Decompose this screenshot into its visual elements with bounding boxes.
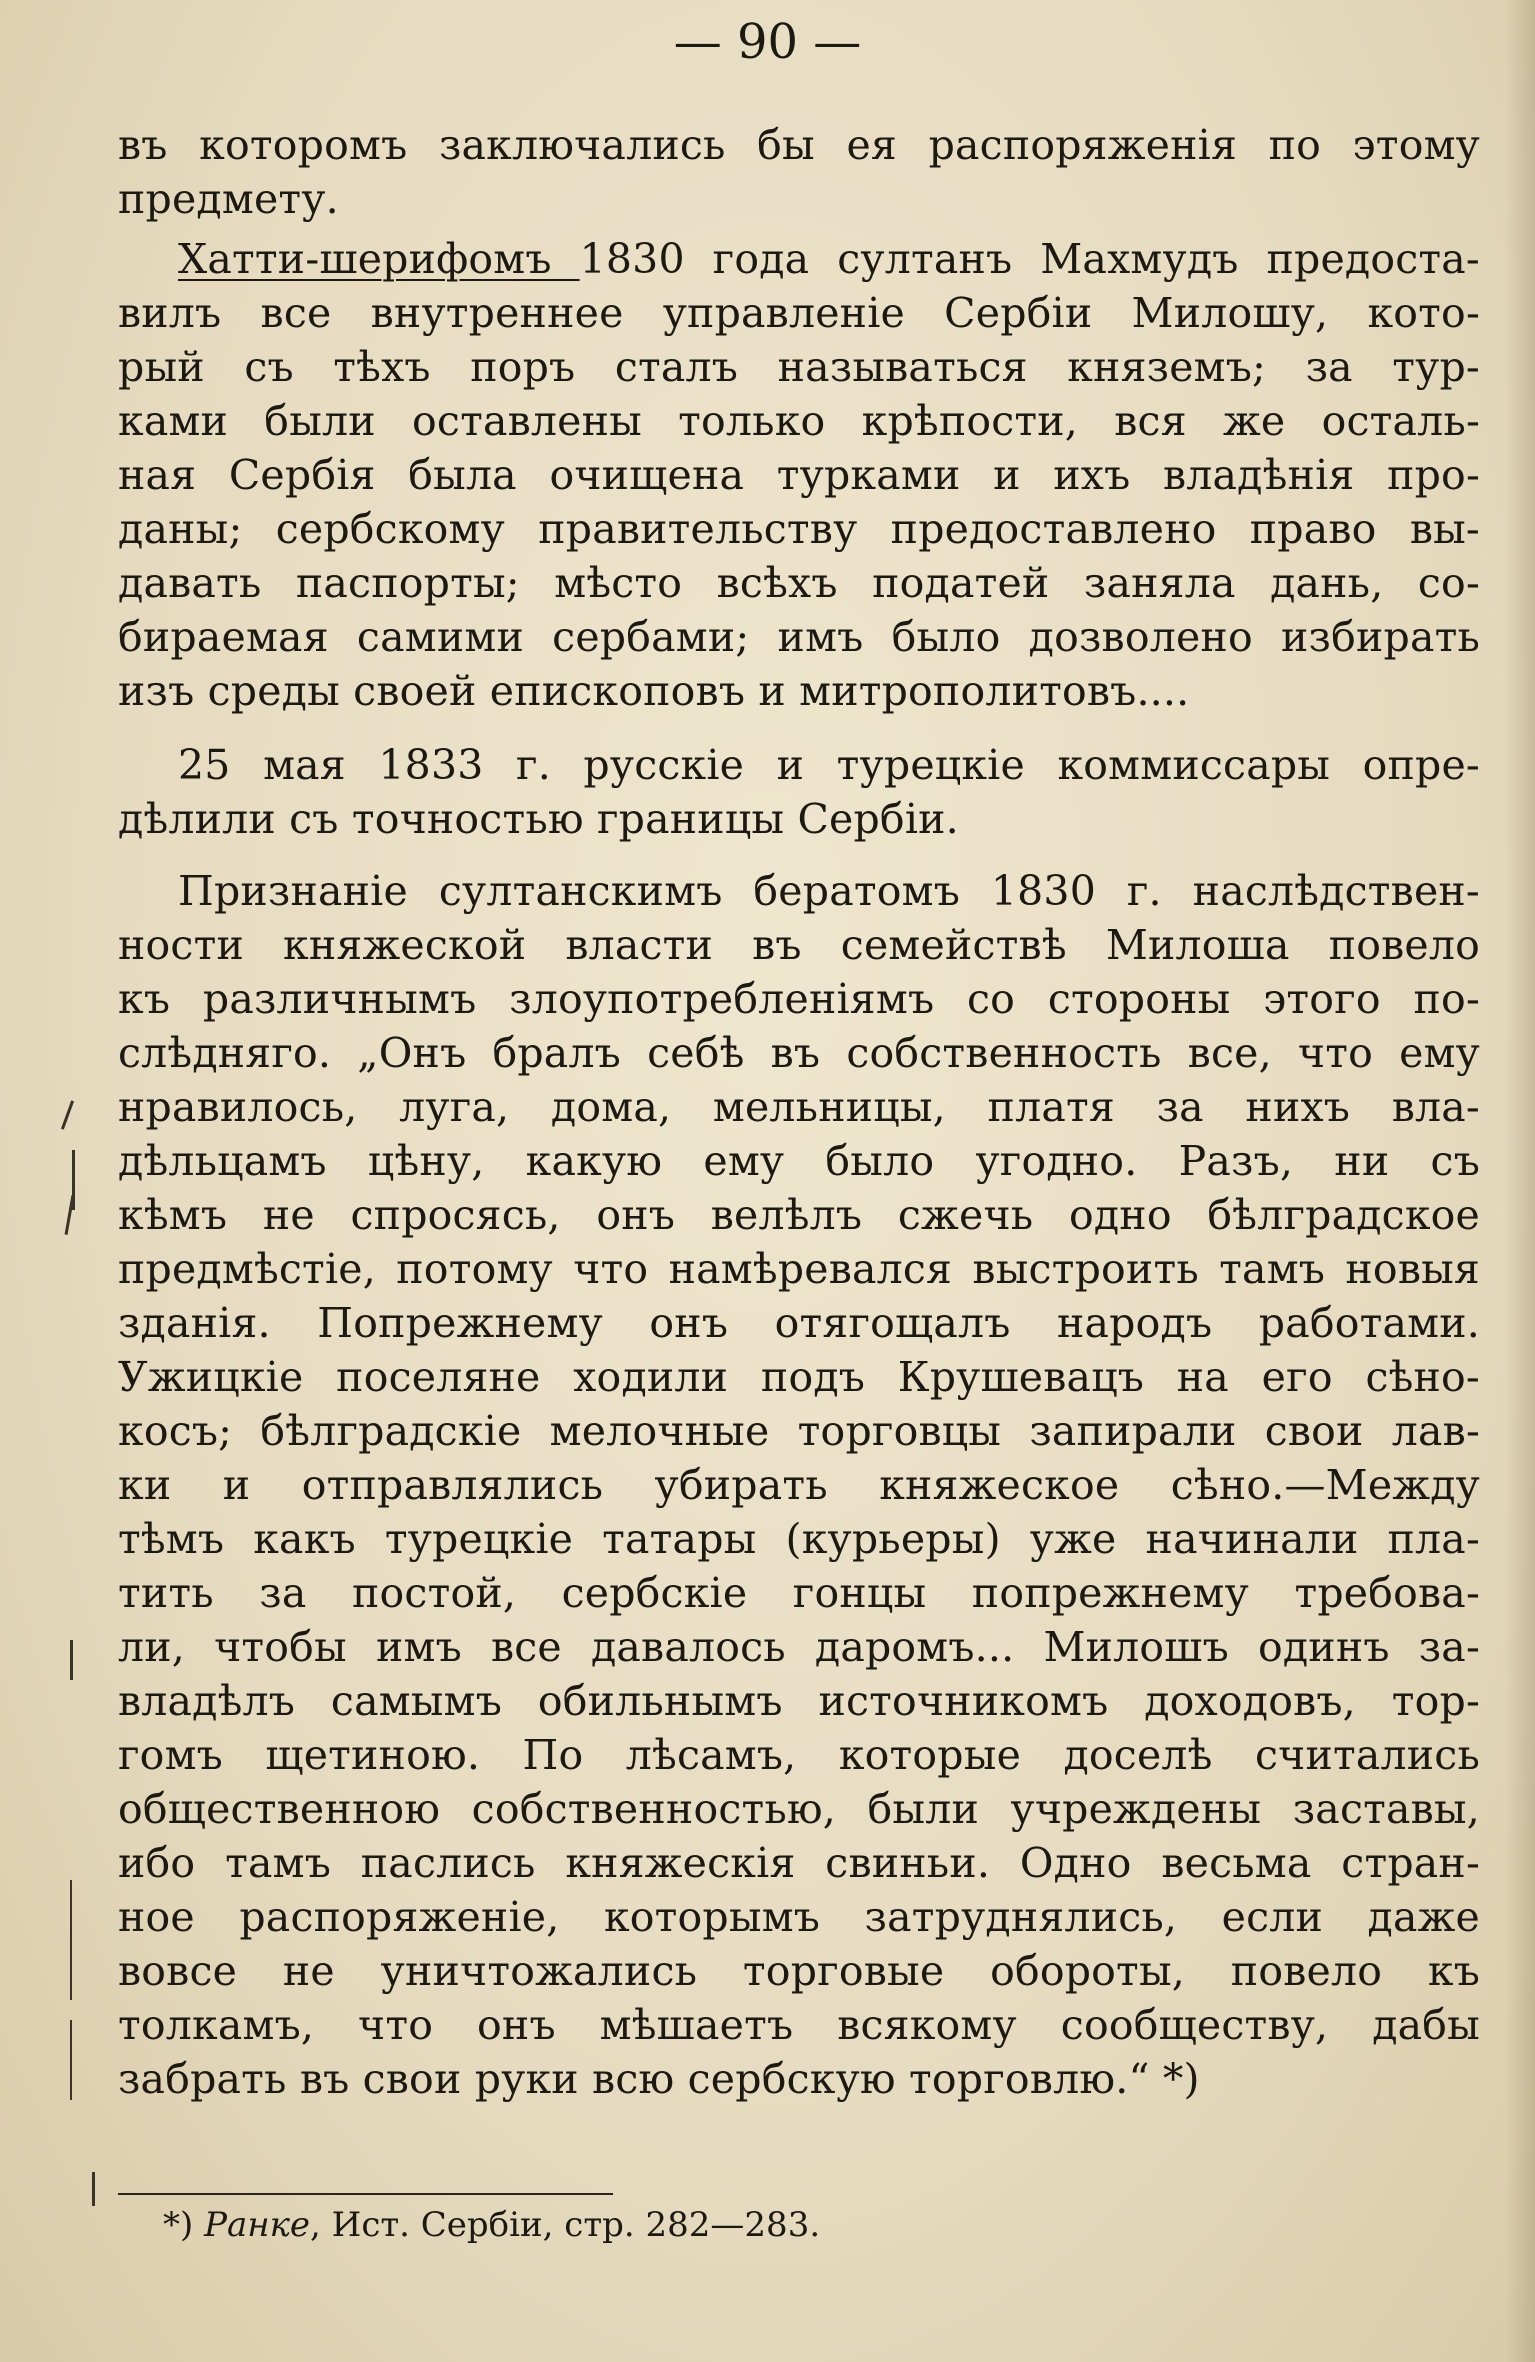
margin-pencil-mark (92, 2172, 95, 2206)
text-line (178, 232, 1480, 286)
text-line: Признаніе султанскимъ бератомъ 1830 г. наслѣдствен- (178, 867, 1480, 915)
text-line: тить за постой, сербскіе гонцы попрежнему требова- (118, 1569, 1480, 1617)
text-line: тѣмъ какъ турецкіе татары (курьеры) уже начинали пла- (118, 1515, 1480, 1563)
text-line: дѣлили съ точностью границы Сербіи. (118, 795, 959, 843)
text-line: косъ; бѣлградскіе мелочные торговцы запирали свои лав- (118, 1407, 1480, 1455)
text-line: нравилось, луга, дома, мельницы, платя за нихъ вла- (118, 1083, 1480, 1131)
text-line: зданія. Попрежнему онъ отягощалъ народъ работами. (118, 1299, 1480, 1347)
text-line: даны; сербскому правительству предоставлено право вы- (118, 505, 1480, 553)
footnote (163, 2203, 820, 2247)
text-line-content: 1830 года султанъ Махмудъ предоста- (579, 235, 1480, 283)
text-line: Ужицкіе поселяне ходили подъ Крушевацъ на его сѣно- (118, 1353, 1480, 1401)
text-line: ибо тамъ паслись княжескія свиньи. Одно весьма стран- (118, 1839, 1480, 1887)
text-line: 25 мая 1833 г. русскіе и турецкіе коммиссары опре- (178, 741, 1480, 789)
text-line: вилъ все внутреннее управленіе Сербіи Милошу, кото- (118, 289, 1480, 337)
text-line: бираемая самими сербами; имъ было дозволено избирать (118, 613, 1480, 661)
text-line: толкамъ, что онъ мѣшаетъ всякому сообществу, дабы (118, 2001, 1480, 2049)
text-line: въ которомъ заключались бы ея распоряженія по этому (118, 121, 1480, 169)
text-line: кѣмъ не спросясь, онъ велѣлъ сжечь одно бѣлградское (118, 1191, 1480, 1239)
footnote-rule (118, 2193, 613, 2195)
text-line: ности княжеской власти въ семействѣ Милоша повело (118, 921, 1480, 969)
margin-pencil-mark (70, 2020, 72, 2100)
text-line: дѣльцамъ цѣну, какую ему было угодно. Разъ, ни съ (118, 1137, 1480, 1185)
text-line: ное распоряженіе, которымъ затруднялись, если даже (118, 1893, 1480, 1941)
text-line: давать паспорты; мѣсто всѣхъ податей заняла дань, со- (118, 559, 1480, 607)
footnote-reference: , Ист. Сербіи, стр. 282—283. (310, 2205, 821, 2245)
underlined-term: Хатти-шерифомъ (178, 235, 580, 283)
text-line: ки и отправлялись убирать княжеское сѣно.—Между (118, 1461, 1480, 1509)
text-line: вовсе не уничтожались торговые обороты, повело къ (118, 1947, 1480, 1995)
margin-pencil-mark (70, 1880, 72, 2000)
text-line: ли, чтобы имъ все давалось даромъ... Милошъ одинъ за- (118, 1623, 1480, 1671)
text-line: слѣдняго. „Онъ бралъ себѣ въ собственность все, что ему (118, 1029, 1480, 1077)
text-line: владѣлъ самымъ обильнымъ источникомъ доходовъ, тор- (118, 1677, 1480, 1725)
text-line: общественною собственностью, были учреждены заставы, (118, 1785, 1480, 1833)
margin-pencil-mark (65, 1195, 75, 1235)
margin-pencil-mark (70, 1640, 73, 1680)
page-edge-shadow (1505, 0, 1535, 2362)
footnote-marker: *) (163, 2205, 205, 2245)
text-line: ная Сербія была очищена турками и ихъ владѣнія про- (118, 451, 1480, 499)
body-text (118, 0, 1480, 2362)
text-line: предмету. (118, 175, 339, 223)
text-line: забрать въ свои руки всю сербскую торговлю.“ *) (118, 2055, 1200, 2103)
text-line: къ различнымъ злоупотребленіямъ со стороны этого по- (118, 975, 1480, 1023)
text-line: рый съ тѣхъ поръ сталъ называться княземъ; за тур- (118, 343, 1480, 391)
text-line: изъ среды своей епископовъ и митрополитовъ.... (118, 667, 1190, 715)
footnote-author: Ранке (204, 2205, 311, 2245)
text-line: гомъ щетиною. По лѣсамъ, которые доселѣ считались (118, 1731, 1480, 1779)
text-line: предмѣстіе, потому что намѣревался выстроить тамъ новыя (118, 1245, 1480, 1293)
text-line: ками были оставлены только крѣпости, вся же осталь- (118, 397, 1480, 445)
page-number: — 90 — (673, 14, 862, 70)
margin-pencil-mark (61, 1100, 74, 1129)
